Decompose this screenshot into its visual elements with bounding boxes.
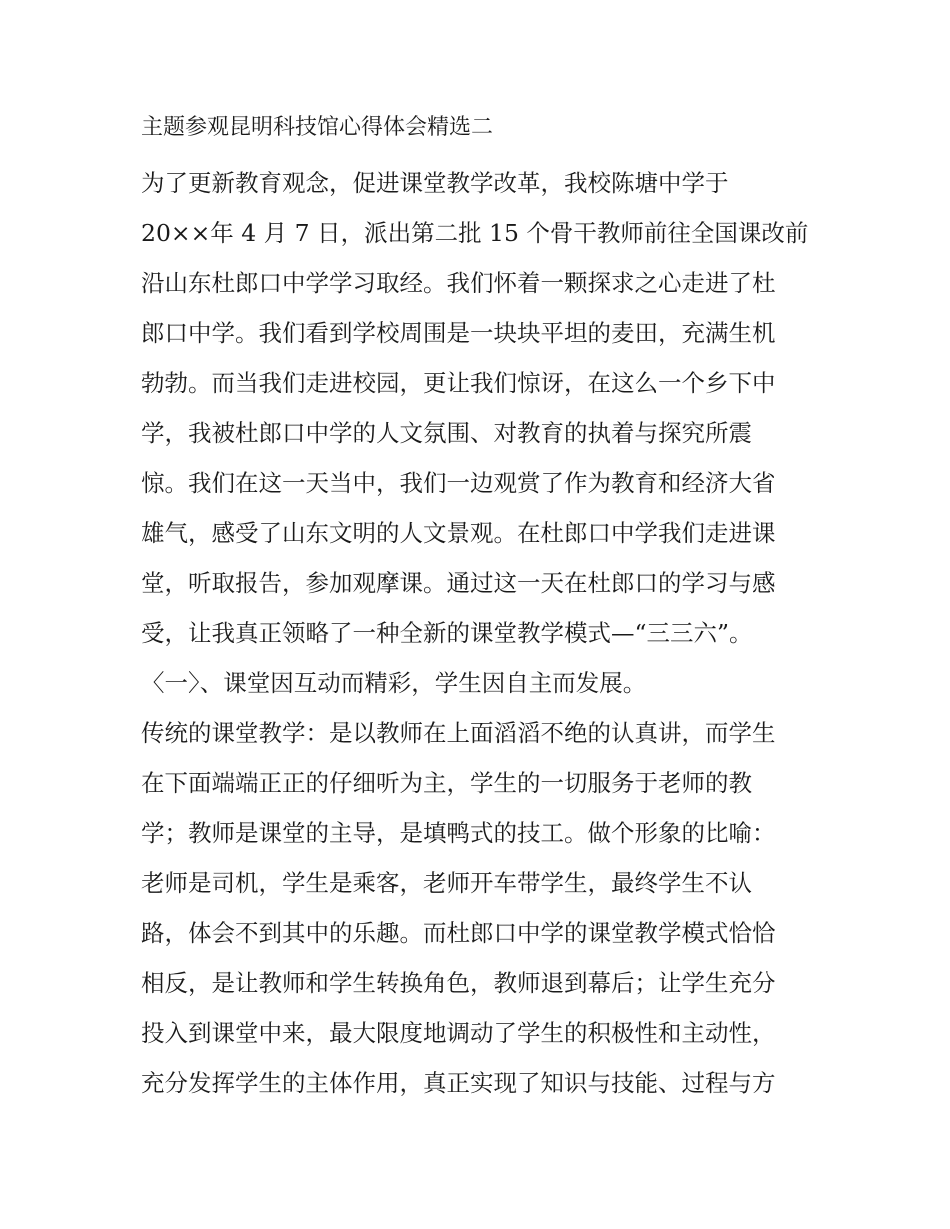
text-line: 为了更新教育观念，促进课堂教学改革，我校陈塘中学于 — [141, 169, 729, 197]
text-line: 学，我被杜郎口中学的人文氛围、对教育的执着与探究所震 — [141, 419, 752, 447]
text-line: 老师是司机，学生是乘客，老师开车带学生，最终学生不认 — [141, 869, 752, 897]
text-line: 沿山东杜郎口中学学习取经。我们怀着一颗探求之心走进了杜 — [141, 269, 776, 297]
document-body — [141, 108, 821, 1108]
text-line: 惊。我们在这一天当中，我们一边观赏了作为教育和经济大省 — [141, 469, 776, 497]
text-line: 相反，是让教师和学生转换角色，教师退到幕后；让学生充分 — [141, 969, 776, 997]
text-line: 受，让我真正领略了一种全新的课堂教学模式—“三三六”。 — [141, 619, 753, 647]
text-line: 传统的课堂教学：是以教师在上面滔滔不绝的认真讲，而学生 — [141, 719, 776, 747]
text-line: 学；教师是课堂的主导，是填鸭式的技工。做个形象的比喻： — [141, 819, 776, 847]
text-line: 雄气，感受了山东文明的人文景观。在杜郎口中学我们走进课 — [141, 519, 776, 547]
document-title: 主题参观昆明科技馆心得体会精选二 — [141, 115, 494, 140]
text-line: 勃勃。而当我们走进校园，更让我们惊讶，在这么一个乡下中 — [141, 369, 776, 397]
text-line: 郎口中学。我们看到学校周围是一块块平坦的麦田，充满生机 — [141, 319, 776, 347]
section-heading: 〈一〉、课堂因互动而精彩，学生因自主而发展。 — [141, 669, 647, 697]
text-line: 20××年 4 月 7 日，派出第二批 15 个骨干教师前往全国课改前 — [141, 219, 809, 247]
text-line: 在下面端端正正的仔细听为主，学生的一切服务于老师的教 — [141, 769, 752, 797]
text-line: 路，体会不到其中的乐趣。而杜郎口中学的课堂教学模式恰恰 — [141, 919, 776, 947]
text-line: 堂，听取报告，参加观摩课。通过这一天在杜郎口的学习与感 — [141, 569, 776, 597]
text-line: 投入到课堂中来，最大限度地调动了学生的积极性和主动性， — [141, 1019, 776, 1047]
text-line: 充分发挥学生的主体作用，真正实现了知识与技能、过程与方 — [141, 1069, 776, 1097]
